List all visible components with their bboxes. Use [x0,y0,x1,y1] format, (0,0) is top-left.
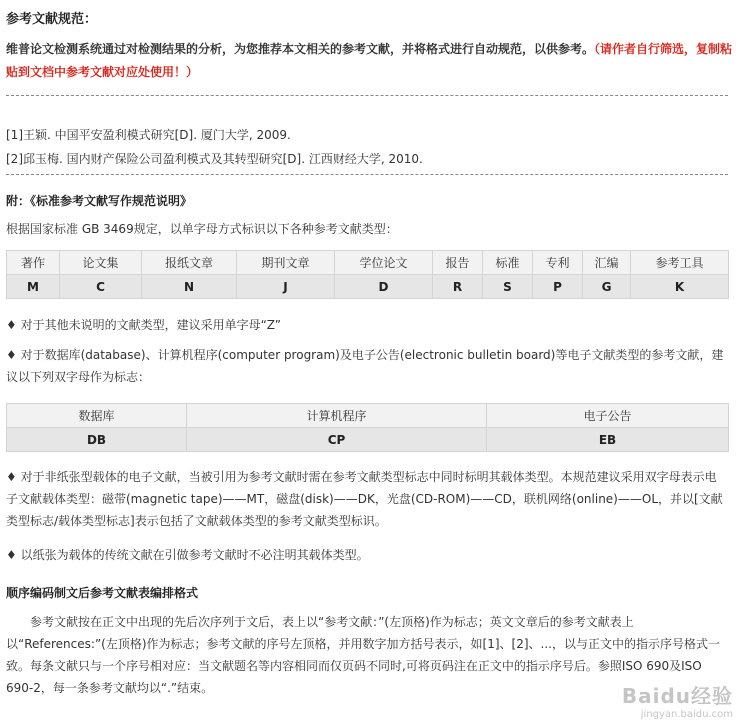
watermark-brand: Baidu经验 [621,684,733,708]
type-code-cell: S [483,275,533,299]
type-code-cell: C [60,275,142,299]
electronic-code-cell: CP [187,428,487,452]
intro-text [6,38,734,84]
type-header-cell: 汇编 [583,251,631,275]
intro-body: 维普论文检测系统通过对检测结果的分析，为您推荐本文相关的参考文献，并将格式进行自动规范，以供参考。 [6,42,595,56]
bullet-paper-carrier: ♦ 以纸张为载体的传统文献在引做参考文献时不必注明其载体类型。 [6,548,369,562]
type-header-cell: 专利 [533,251,583,275]
type-header-cell: 期刊文章 [237,251,335,275]
type-header-cell: 论文集 [60,251,142,275]
type-header-cell: 报告 [433,251,483,275]
type-code-cell: R [433,275,483,299]
type-header-cell: 报纸文章 [142,251,237,275]
type-code-cell: N [142,275,237,299]
type-code-cell: D [335,275,433,299]
electronic-header-cell: 电子公告 [487,404,729,428]
appendix-title: 附：《标准参考文献写作规范说明》 [6,194,193,208]
type-header-row [7,251,729,275]
electronic-code-cell: EB [487,428,729,452]
type-code-cell: P [533,275,583,299]
type-header-cell: 著作 [7,251,60,275]
type-header-cell: 标准 [483,251,533,275]
type-code-cell: G [583,275,631,299]
type-code-cell: J [237,275,335,299]
type-code-row [7,275,729,299]
bullet-single-letter: ♦ 对于其他未说明的文献类型，建议采用单字母“Z” [6,318,282,332]
order-format-paragraph: 参考文献按在正文中出现的先后次序列于文后，表上以“参考文献：”(左顶格)作为标志；英文文章后的参考文献表上以“References:”(左顶格)作为标志；参考文献的序号左顶格，并用数字加方括号表示，如[1]、[2]、...，以与正文中的指示序号格式一致。每条文献只与一个序号相对应：当文献题名等内容相同而仅页码不同时,可将页码注在正文中的指示序号后。参照ISO 690及ISO 690-2，每一条参考文献均以“.”结束。 [6,615,720,695]
reference-item-1[interactable]: [1]王颖. 中国平安盈利模式研究[D]. 厦门大学, 2009. [6,128,291,142]
reference-item-2[interactable]: [2]邱玉梅. 国内财产保险公司盈利模式及其转型研究[D]. 江西财经大学, 2010. [6,152,423,166]
electronic-code-cell: DB [7,428,187,452]
watermark-url: jingyan.baidu.com [640,709,733,720]
electronic-header-row [7,404,729,428]
bullet-carrier-types: ♦ 对于非纸张型载体的电子文献，当被引用为参考文献时需在参考文献类型标志中同时标明其载体类型。本规范建议采用双字母表示电子文献载体类型：磁带(magnetic tape)——MT，磁盘(disk)——DK，光盘(CD-ROM)——CD，联机网络(online)——OL，并以[文献类型标志/载体类型标志]表示包括了文献载体类型的参考文献类型标识。 [6,470,723,528]
type-code-cell: K [631,275,729,299]
bullet-electronic-types: ♦ 对于数据库(database)、计算机程序(computer program)及电子公告(electronic bulletin board)等电子文献类型的参考文献，建议以下列双字母作为标志： [6,348,724,384]
electronic-code-table [6,403,729,452]
order-format-title: 顺序编码制文后参考文献表编排格式 [6,586,199,600]
dashed-divider [6,95,728,96]
type-code-table [6,250,729,299]
type-header-cell: 学位论文 [335,251,433,275]
baidu-watermark [622,680,733,720]
standard-note: 根据国家标准 GB 3469规定，以单字母方式标识以下各种参考文献类型： [6,222,398,236]
electronic-code-row [7,428,729,452]
dashed-divider [6,174,728,175]
page-title: 参考文献规范： [6,12,98,27]
type-code-cell: M [7,275,60,299]
electronic-header-cell: 数据库 [7,404,187,428]
type-header-cell: 参考工具 [631,251,729,275]
intro-highlight: （请作者自行筛选，复制粘贴到文档中参考文献对应处使用！） [6,42,733,79]
electronic-header-cell: 计算机程序 [187,404,487,428]
